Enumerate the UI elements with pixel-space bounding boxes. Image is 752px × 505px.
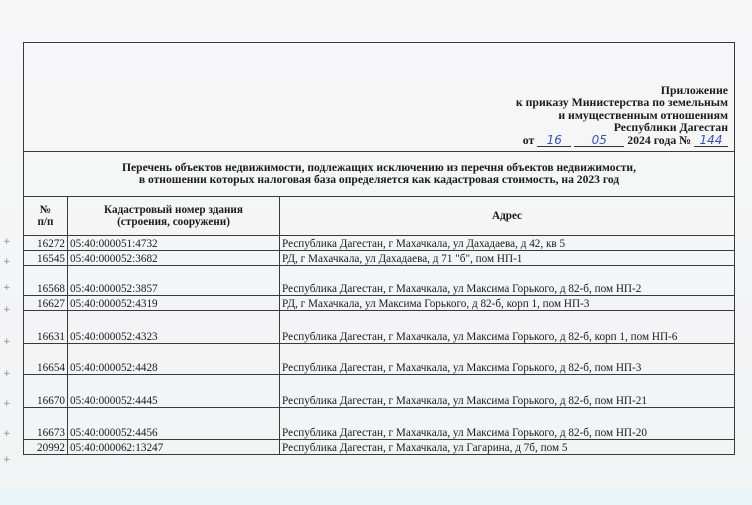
row-number: 16272: [24, 236, 68, 251]
margin-mark-icon: +: [3, 429, 11, 439]
margin-mark-icon: +: [3, 455, 11, 465]
margin-mark-icon: +: [3, 283, 11, 293]
row-number: 16631: [24, 311, 68, 344]
margin-mark-icon: +: [3, 399, 11, 409]
table-row: [24, 236, 735, 251]
table-row: [24, 266, 735, 296]
table-row: [24, 440, 735, 455]
order-number: 144: [699, 132, 723, 147]
column-header-number-line1: №: [39, 203, 52, 216]
header-date-line: [24, 134, 728, 148]
row-cadastral: 05:40:000052:4445: [68, 375, 280, 408]
row-cadastral: 05:40:000052:4319: [68, 296, 280, 311]
appendix-header: [24, 43, 735, 152]
row-number: 16627: [24, 296, 68, 311]
date-month: 05: [591, 132, 607, 147]
header-line: Республики Дагестан: [613, 120, 728, 134]
row-number: 16568: [24, 266, 68, 296]
column-header-cadastral: [68, 197, 280, 236]
date-day-field: [537, 134, 571, 148]
row-number: 16654: [24, 344, 68, 375]
row-cadastral: 05:40:000062:13247: [68, 440, 280, 455]
row-address: Республика Дагестан, г Махачкала, ул Максима Горького, д 82-б, пом НП-20: [280, 408, 735, 440]
row-address: Республика Дагестан, г Махачкала, ул Максима Горького, д 82-б, пом НП-21: [280, 375, 735, 408]
row-number: 20992: [24, 440, 68, 455]
row-cadastral: 05:40:000052:4323: [68, 311, 280, 344]
column-header-cadastral-line2: (строения, сооружени): [117, 216, 230, 228]
margin-mark-icon: +: [3, 337, 11, 347]
margin-mark-icon: +: [3, 369, 11, 379]
column-header-number: [24, 197, 68, 236]
header-line: и имущественным отношениям: [558, 107, 728, 122]
column-header-number-line2: п/п: [37, 216, 54, 228]
row-cadastral: 05:40:000052:3682: [68, 251, 280, 266]
table-row: [24, 344, 735, 375]
header-line: Приложение: [660, 82, 728, 97]
document-title: [24, 152, 735, 197]
row-address: Республика Дагестан, г Махачкала, ул Максима Горького, д 82-б, пом НП-2: [280, 266, 735, 296]
date-prefix: от: [522, 132, 535, 147]
row-cadastral: 05:40:000052:4428: [68, 344, 280, 375]
date-day: 16: [546, 132, 562, 147]
order-number-field: [694, 134, 728, 148]
row-number: 16673: [24, 408, 68, 440]
margin-mark-icon: +: [3, 257, 11, 267]
date-month-field: [574, 134, 624, 148]
row-cadastral: 05:40:000051:4732: [68, 236, 280, 251]
row-cadastral: 05:40:000052:3857: [68, 266, 280, 296]
row-address: РД, г Махачкала, ул Максима Горького, д 82-б, корп 1, пом НП-3: [280, 296, 735, 311]
title-line-2: в отношении которых налоговая база определяется как кадастровая стоимость, на 2023 год: [138, 173, 620, 186]
margin-mark-icon: +: [3, 237, 11, 247]
column-header-cadastral-line1: Кадастровый номер здания: [104, 203, 243, 216]
row-address: Республика Дагестан, г Махачкала, ул Максима Горького, д 82-б, корп 1, пом НП-6: [280, 311, 735, 344]
row-address: РД, г Махачкала, ул Дахадаева, д 71 "б", пом НП-1: [280, 251, 735, 266]
row-number: 16670: [24, 375, 68, 408]
margin-mark-icon: +: [3, 305, 11, 315]
row-address: Республика Дагестан, г Махачкала, ул Гагарина, д 7б, пом 5: [280, 440, 735, 455]
table-row: [24, 408, 735, 440]
table-row: [24, 296, 735, 311]
row-cadastral: 05:40:000052:4456: [68, 408, 280, 440]
row-address: Республика Дагестан, г Махачкала, ул Максима Горького, д 82-б, пом НП-3: [280, 344, 735, 375]
date-year: 2024 года №: [627, 132, 692, 147]
title-line-1: Перечень объектов недвижимости, подлежащих исключению из перечня объектов недвижимости,: [121, 160, 637, 174]
table-row: [24, 375, 735, 408]
table-row: [24, 311, 735, 344]
header-line: к приказу Министерства по земельным: [515, 95, 728, 109]
column-header-address: Адрес: [280, 197, 735, 236]
table-row: [24, 251, 735, 266]
row-address: Республика Дагестан, г Махачкала, ул Дахадаева, д 42, кв 5: [280, 236, 735, 251]
page-bottom-edge: [0, 487, 752, 505]
objects-table: [23, 42, 735, 455]
row-number: 16545: [24, 251, 68, 266]
